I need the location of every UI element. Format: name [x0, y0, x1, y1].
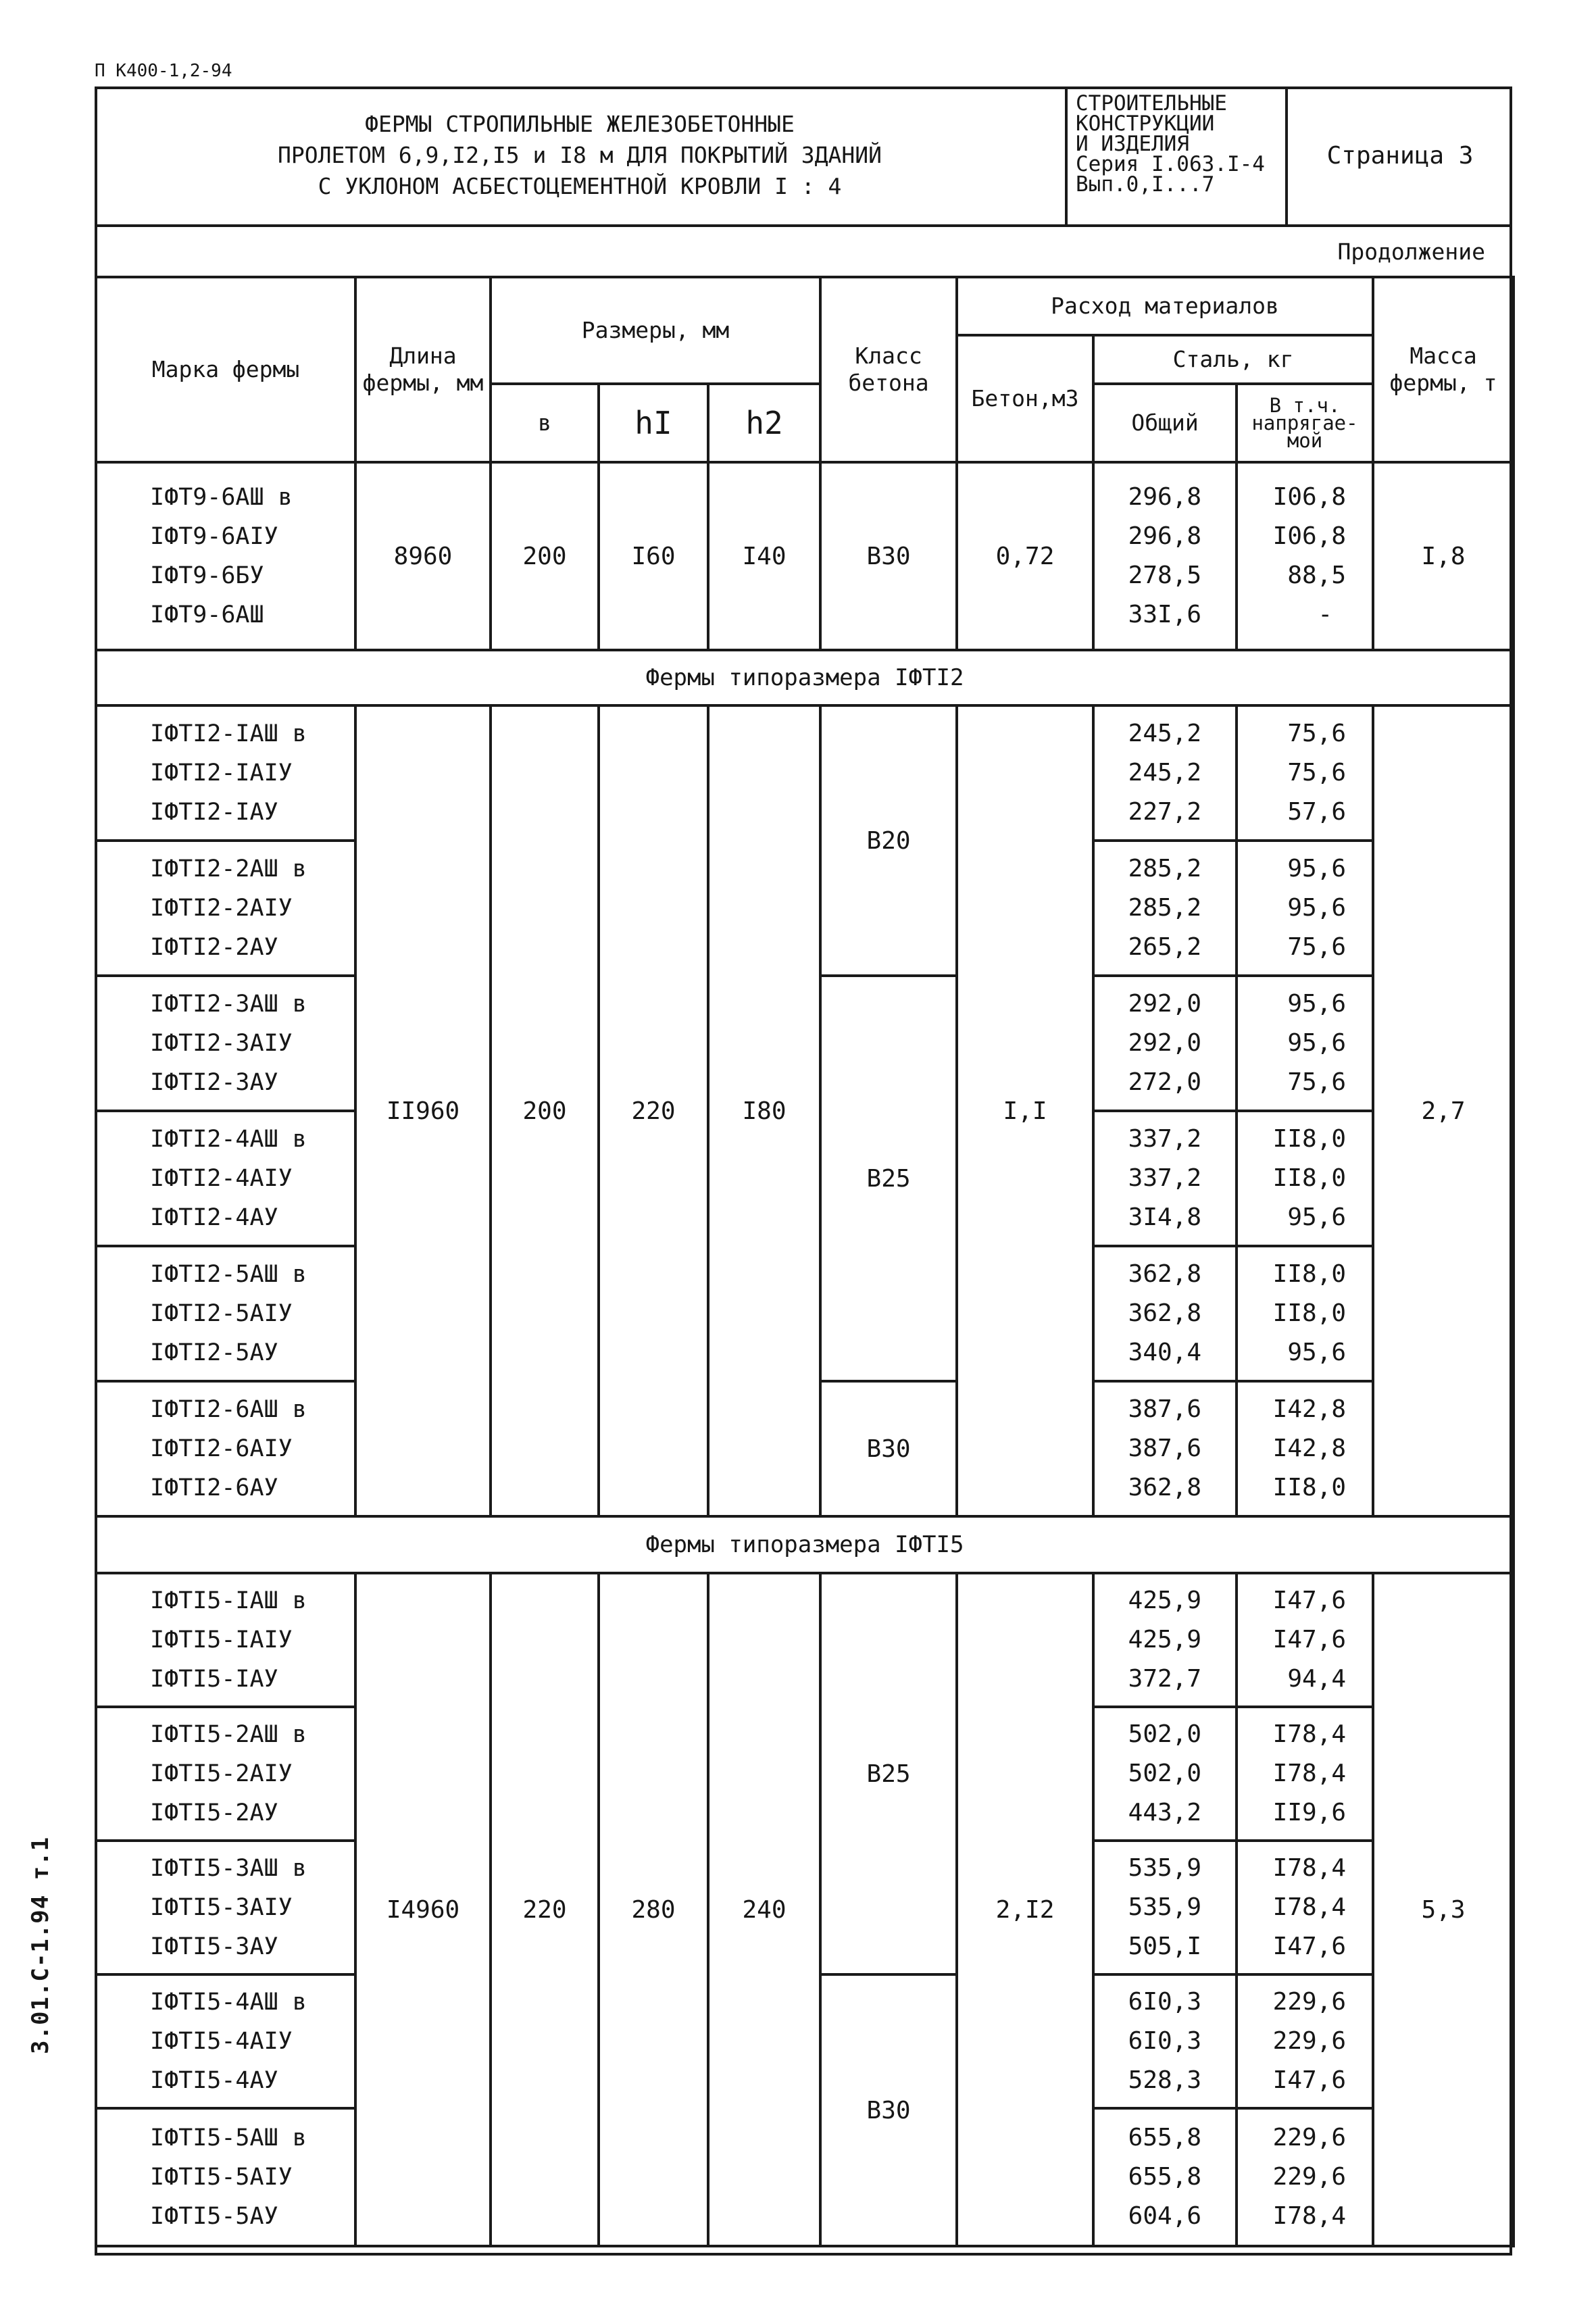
steel-pre-value: I78,4: [1272, 1854, 1347, 1882]
class-value: В30: [820, 462, 957, 650]
steel-total-value: 285,2: [1128, 855, 1202, 882]
h1-value: I60: [599, 462, 708, 650]
steel-total-cell: [1093, 1573, 1237, 1707]
steel-total-value: 528,3: [1128, 2066, 1202, 2094]
steel-pre-value: 229,6: [1272, 2163, 1347, 2191]
steel-total-value: 33I,6: [1128, 601, 1202, 628]
mark: IФТI2-IАУ: [150, 799, 278, 826]
col-header-steel-prestressed: В т.ч. напрягае-мой: [1237, 384, 1373, 462]
mark: IФТI2-6АIУ: [150, 1435, 293, 1462]
steel-total-cell: [1093, 1381, 1237, 1516]
mark-cell: [96, 1381, 355, 1516]
steel-pre-value: 75,6: [1287, 933, 1347, 961]
steel-total-value: 292,0: [1128, 990, 1202, 1018]
steel-total-cell: [1093, 1974, 1237, 2108]
steel-pre-value: 75,6: [1287, 1068, 1347, 1096]
section-title-15: Фермы типоразмера IФТI5: [96, 1516, 1514, 1573]
steel-pre-value: I78,4: [1272, 1893, 1347, 1921]
mark: IФТI5-IАIУ: [150, 1626, 293, 1653]
steel-pre-value: 88,5: [1287, 562, 1347, 589]
steel-total-value: 535,9: [1128, 1893, 1202, 1921]
mark: IФТI2-6АУ: [150, 1474, 278, 1501]
steel-pre-value: I47,6: [1272, 2066, 1347, 2094]
mark-cell: [96, 1573, 355, 1707]
steel-total-value: 502,0: [1128, 1720, 1202, 1748]
mark: IФТI2-IАШ в: [150, 720, 307, 747]
steel-total-value: 6I0,3: [1128, 2027, 1202, 2055]
series-line: И ИЗДЕЛИЯ: [1076, 132, 1189, 156]
steel-pre-value: I06,8: [1272, 522, 1347, 550]
steel-pre-value: 229,6: [1272, 1988, 1347, 2016]
class-value: В30: [820, 1974, 957, 2246]
mark-cell: [96, 1707, 355, 1841]
section-title-12: Фермы типоразмера IФТI2: [96, 650, 1514, 705]
length-value: 8960: [355, 462, 491, 650]
steel-total-cell: [1093, 1841, 1237, 1974]
steel-pre-value: I42,8: [1272, 1435, 1347, 1462]
mark: IФТI5-3АШ в: [150, 1855, 307, 1882]
title-line: С УКЛОНОМ АСБЕСТОЦЕМЕНТНОЙ КРОВЛИ I : 4: [318, 173, 842, 199]
class-value: В25: [820, 976, 957, 1381]
steel-total-value: 502,0: [1128, 1760, 1202, 1787]
steel-total-value: 443,2: [1128, 1799, 1202, 1826]
steel-total-value: 285,2: [1128, 894, 1202, 922]
mark: IФТ9-6АIУ: [150, 523, 278, 550]
col-header-mark: Марка фермы: [96, 277, 355, 462]
class-value: В20: [820, 705, 957, 976]
steel-total-value: 362,8: [1128, 1299, 1202, 1327]
series-line: Вып.0,I...7: [1076, 172, 1215, 197]
mark: IФТI5-5АШ в: [150, 2124, 307, 2151]
steel-total-value: 296,8: [1128, 483, 1202, 511]
steel-pre-value: 75,6: [1287, 759, 1347, 787]
steel-pre-value: I78,4: [1272, 1720, 1347, 1748]
mark: IФТI2-5АIУ: [150, 1300, 293, 1327]
steel-pre-value: -: [1318, 601, 1333, 628]
steel-total-value: 655,8: [1128, 2163, 1202, 2191]
mark: IФТI5-IАШ в: [150, 1587, 307, 1614]
length-value: I4960: [355, 1573, 491, 2246]
steel-pre-value: 229,6: [1272, 2027, 1347, 2055]
steel-total-value: 245,2: [1128, 759, 1202, 787]
mark: IФТI2-6АШ в: [150, 1396, 307, 1423]
steel-pre-value: 95,6: [1287, 894, 1347, 922]
steel-pre-value: 94,4: [1287, 1665, 1347, 1693]
mark-cell: [96, 1111, 355, 1246]
steel-total-cell: [1093, 841, 1237, 976]
mark: IФТI2-4АIУ: [150, 1165, 293, 1192]
steel-total-cell: [1093, 1111, 1237, 1246]
steel-pre-cell: [1237, 1111, 1373, 1246]
mark-cell: [96, 1841, 355, 1974]
mark: IФТI5-3АУ: [150, 1933, 278, 1960]
steel-pre-value: II8,0: [1272, 1125, 1347, 1153]
steel-total-cell: [1093, 462, 1237, 650]
steel-total-cell: [1093, 2108, 1237, 2246]
steel-total-value: 337,2: [1128, 1164, 1202, 1192]
col-header-b: в: [491, 384, 599, 462]
steel-pre-value: 95,6: [1287, 990, 1347, 1018]
length-value: II960: [355, 705, 491, 1516]
steel-total-value: 265,2: [1128, 933, 1202, 961]
concrete-value: 2,I2: [957, 1573, 1093, 2246]
mark: IФТI2-3АШ в: [150, 991, 307, 1018]
mark: IФТI2-2АIУ: [150, 895, 293, 922]
h2-value: I40: [708, 462, 820, 650]
col-header-steel-total: Общий: [1093, 384, 1237, 462]
mark: IФТI2-5АУ: [150, 1339, 278, 1366]
series-box: [1065, 86, 1285, 224]
steel-total-cell: [1093, 1246, 1237, 1381]
mark-cell: [96, 1246, 355, 1381]
steel-total-value: 387,6: [1128, 1435, 1202, 1462]
mark-cell: [96, 841, 355, 976]
steel-pre-cell: [1237, 1974, 1373, 2108]
title-line: ФЕРМЫ СТРОПИЛЬНЫЕ ЖЕЛЕЗОБЕТОННЫЕ: [365, 111, 795, 137]
steel-pre-value: I06,8: [1272, 483, 1347, 511]
mark: IФТI5-4АIУ: [150, 2028, 293, 2055]
steel-pre-value: I47,6: [1272, 1626, 1347, 1653]
h1-value: 220: [599, 705, 708, 1516]
steel-total-value: 372,7: [1128, 1665, 1202, 1693]
steel-pre-value: I78,4: [1272, 1760, 1347, 1787]
mark-cell: [96, 462, 355, 650]
steel-pre-value: II8,0: [1272, 1260, 1347, 1288]
mark: IФТI2-3АУ: [150, 1069, 278, 1096]
steel-pre-value: 229,6: [1272, 2124, 1347, 2151]
steel-pre-value: 95,6: [1287, 1339, 1347, 1366]
steel-pre-value: II9,6: [1272, 1799, 1347, 1826]
steel-total-value: 387,6: [1128, 1395, 1202, 1423]
steel-total-value: 655,8: [1128, 2124, 1202, 2151]
steel-pre-value: 95,6: [1287, 1203, 1347, 1231]
steel-total-value: 6I0,3: [1128, 1988, 1202, 2016]
mark: IФТI2-3АIУ: [150, 1030, 293, 1057]
h2-value: 240: [708, 1573, 820, 2246]
mark: IФТI5-5АУ: [150, 2203, 278, 2230]
mark: IФТI5-2АУ: [150, 1799, 278, 1826]
concrete-value: I,I: [957, 705, 1093, 1516]
steel-pre-value: 95,6: [1287, 855, 1347, 882]
document-code: П К400-1,2-94: [95, 61, 232, 81]
b-value: 200: [491, 705, 599, 1516]
steel-pre-cell: [1237, 1841, 1373, 1974]
steel-pre-cell: [1237, 705, 1373, 841]
steel-pre-value: 75,6: [1287, 720, 1347, 747]
steel-pre-cell: [1237, 841, 1373, 976]
side-stamp-code: 3.01.С-1.94 т.1: [27, 1836, 54, 2054]
b-value: 200: [491, 462, 599, 650]
concrete-value: 0,72: [957, 462, 1093, 650]
steel-pre-cell: [1237, 1246, 1373, 1381]
mass-value: 2,7: [1373, 705, 1514, 1516]
steel-pre-value: 95,6: [1287, 1029, 1347, 1057]
mark: IФТI5-IАУ: [150, 1666, 278, 1693]
steel-pre-cell: [1237, 2108, 1373, 2246]
steel-total-value: 340,4: [1128, 1339, 1202, 1366]
steel-pre-value: I47,6: [1272, 1933, 1347, 1960]
steel-total-value: 505,I: [1128, 1933, 1202, 1960]
mark: IФТI5-3АIУ: [150, 1894, 293, 1921]
mark: IФТI2-4АУ: [150, 1204, 278, 1231]
steel-total-cell: [1093, 705, 1237, 841]
steel-total-value: 245,2: [1128, 720, 1202, 747]
steel-pre-value: I78,4: [1272, 2202, 1347, 2230]
col-header-h1: hI: [599, 384, 708, 462]
document-title: [95, 86, 1065, 224]
steel-total-value: 272,0: [1128, 1068, 1202, 1096]
steel-total-value: 227,2: [1128, 798, 1202, 826]
col-header-h2: h2: [708, 384, 820, 462]
col-header-mass: Масса фермы, т: [1373, 277, 1514, 462]
steel-pre-value: II8,0: [1272, 1164, 1347, 1192]
mark-cell: [96, 2108, 355, 2246]
steel-pre-cell: [1237, 1573, 1373, 1707]
class-value: В25: [820, 1573, 957, 1974]
title-line: ПРОЛЕТОМ 6,9,I2,I5 и I8 м ДЛЯ ПОКРЫТИЙ ЗДАНИЙ: [277, 142, 882, 168]
steel-pre-value: I42,8: [1272, 1395, 1347, 1423]
mark-cell: [96, 705, 355, 841]
col-header-concrete-class: Класс бетона: [820, 277, 957, 462]
mark: IФТI5-2АIУ: [150, 1760, 293, 1787]
col-header-steel: Сталь, кг: [1093, 335, 1373, 384]
b-value: 220: [491, 1573, 599, 2246]
mass-value: 5,3: [1373, 1573, 1514, 2246]
mark: IФТ9-6АШ в: [150, 484, 293, 511]
steel-total-value: 362,8: [1128, 1474, 1202, 1501]
mark: IФТ9-6АШ: [150, 601, 264, 628]
mark: IФТI2-IАIУ: [150, 760, 293, 787]
steel-total-value: 604,6: [1128, 2202, 1202, 2230]
steel-total-value: 425,9: [1128, 1626, 1202, 1653]
steel-total-value: 362,8: [1128, 1260, 1202, 1288]
mark-cell: [96, 976, 355, 1111]
steel-pre-value: I47,6: [1272, 1587, 1347, 1614]
series-line: СТРОИТЕЛЬНЫЕ: [1076, 91, 1227, 116]
steel-pre-cell: [1237, 462, 1373, 650]
mark: IФТI2-2АУ: [150, 934, 278, 961]
mark: IФТ9-6БУ: [150, 562, 264, 589]
mark: IФТI5-4АУ: [150, 2067, 278, 2094]
continuation-label: Продолжение: [95, 224, 1512, 276]
steel-total-value: 3I4,8: [1128, 1203, 1202, 1231]
series-line: КОНСТРУКЦИИ: [1076, 111, 1215, 136]
class-value: В30: [820, 1381, 957, 1516]
steel-total-value: 292,0: [1128, 1029, 1202, 1057]
mark: IФТI5-4АШ в: [150, 1989, 307, 2016]
steel-pre-cell: [1237, 976, 1373, 1111]
mark: IФТI5-5АIУ: [150, 2164, 293, 2191]
mass-value: I,8: [1373, 462, 1514, 650]
mark-cell: [96, 1974, 355, 2108]
mark: IФТI2-4АШ в: [150, 1126, 307, 1153]
series-line: Серия I.063.I-4: [1076, 152, 1265, 176]
mark: IФТI5-2АШ в: [150, 1721, 307, 1748]
steel-total-value: 337,2: [1128, 1125, 1202, 1153]
steel-pre-value: 57,6: [1287, 798, 1347, 826]
steel-total-cell: [1093, 1707, 1237, 1841]
steel-total-cell: [1093, 976, 1237, 1111]
steel-pre-cell: [1237, 1381, 1373, 1516]
steel-pre-cell: [1237, 1707, 1373, 1841]
steel-pre-value: II8,0: [1272, 1299, 1347, 1327]
steel-total-value: 278,5: [1128, 562, 1202, 589]
mark: IФТI2-2АШ в: [150, 855, 307, 882]
h2-value: I80: [708, 705, 820, 1516]
steel-total-value: 296,8: [1128, 522, 1202, 550]
trusses-table: [95, 276, 1515, 2247]
col-header-materials: Расход материалов: [957, 277, 1373, 335]
col-header-sizes: Размеры, мм: [491, 277, 820, 384]
col-header-concrete-volume: Бетон,м3: [957, 335, 1093, 462]
steel-total-value: 425,9: [1128, 1587, 1202, 1614]
steel-pre-value: II8,0: [1272, 1474, 1347, 1501]
h1-value: 280: [599, 1573, 708, 2246]
col-header-length: Длина фермы, мм: [355, 277, 491, 462]
page-number: Страница 3: [1285, 86, 1512, 224]
mark: IФТI2-5АШ в: [150, 1261, 307, 1288]
steel-total-value: 535,9: [1128, 1854, 1202, 1882]
